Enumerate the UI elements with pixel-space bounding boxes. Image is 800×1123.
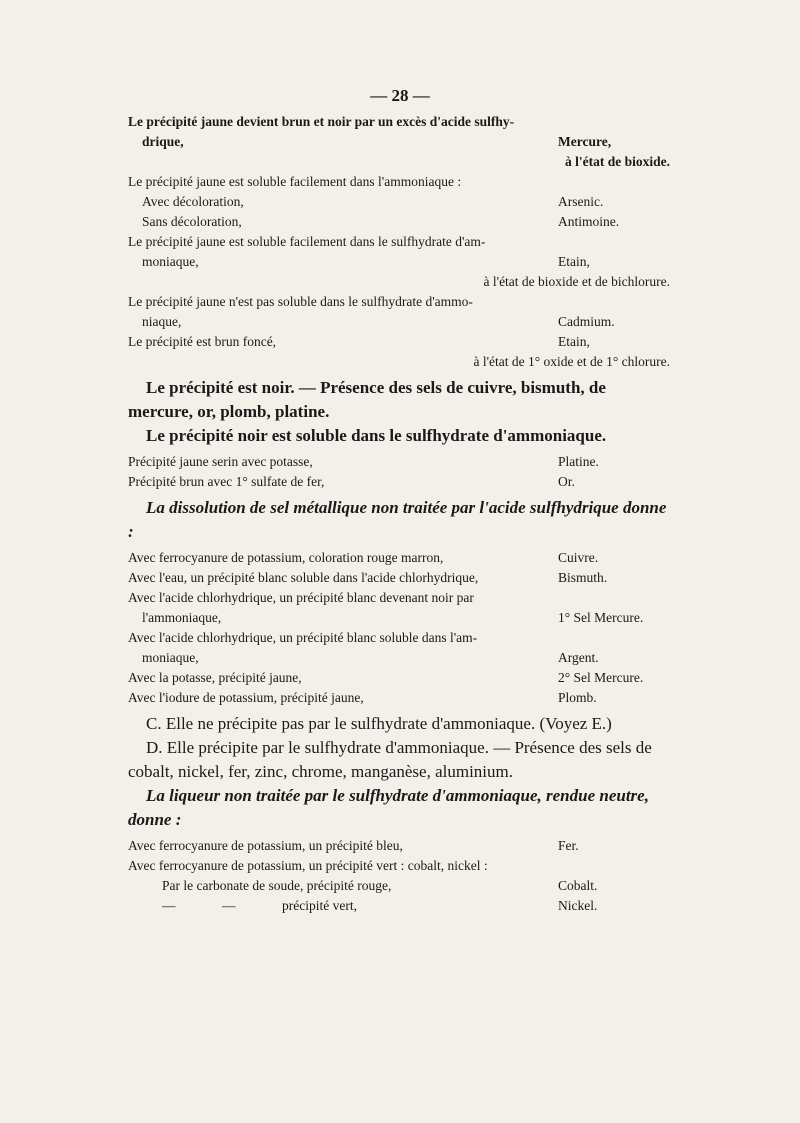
result-label: Cuivre. bbox=[558, 550, 599, 565]
page-number: — 28 — bbox=[370, 86, 430, 105]
text-line: Avec l'iodure de potassium, précipité jaune, bbox=[128, 690, 364, 705]
text-line: moniaque, bbox=[142, 650, 199, 665]
result-label: Platine. bbox=[558, 454, 599, 469]
text-line: Avec ferrocyanure de potassium, coloration rouge marron, bbox=[128, 550, 444, 565]
text-line: Avec l'eau, un précipité blanc soluble dans l'acide chlorhydrique, bbox=[128, 570, 479, 585]
text-line: drique, bbox=[142, 134, 184, 149]
page-content bbox=[128, 112, 670, 916]
section-heading: La dissolution de sel métallique non traitée par l'acide sulfhydrique donne : bbox=[128, 498, 667, 541]
text-line: précipité vert, bbox=[282, 898, 357, 913]
text-line: Le précipité jaune est soluble facilement dans le sulfhydrate d'am- bbox=[128, 234, 486, 249]
result-label: Nickel. bbox=[558, 898, 598, 913]
result-label: Or. bbox=[558, 474, 575, 489]
result-label: Arsenic. bbox=[558, 194, 604, 209]
section-heading: D. Elle précipite par le sulfhydrate d'ammoniaque. — Présence des sels de cobalt, nickel, fer, zinc, chrome, manganèse, aluminium. bbox=[128, 738, 652, 781]
text-line: niaque, bbox=[142, 314, 182, 329]
text-line: Avec ferrocyanure de potassium, un précipité vert : cobalt, nickel : bbox=[128, 858, 488, 873]
result-label: Argent. bbox=[558, 650, 599, 665]
text-line: Le précipité jaune n'est pas soluble dans le sulfhydrate d'ammo- bbox=[128, 294, 473, 309]
section-heading: Le précipité est noir. — Présence des sels de cuivre, bismuth, de mercure, or, plomb, platine. bbox=[128, 378, 606, 421]
text-line: Précipité brun avec 1° sulfate de fer, bbox=[128, 474, 325, 489]
ditto-mark: — bbox=[222, 898, 236, 913]
section-heading: C. Elle ne précipite pas par le sulfhydrate d'ammoniaque. (Voyez E.) bbox=[146, 714, 612, 733]
text-line: l'ammoniaque, bbox=[142, 610, 222, 625]
text-line: Précipité jaune serin avec potasse, bbox=[128, 454, 313, 469]
text-line: Avec l'acide chlorhydrique, un précipité blanc devenant noir par bbox=[128, 590, 474, 605]
result-label: à l'état de 1° oxide et de 1° chlorure. bbox=[473, 354, 670, 369]
ditto-mark: — bbox=[162, 898, 176, 913]
text-line: Le précipité jaune devient brun et noir par un excès d'acide sulfhy- bbox=[128, 114, 515, 129]
text-line: moniaque, bbox=[142, 254, 199, 269]
result-label: Etain, bbox=[558, 254, 590, 269]
text-line: Le précipité jaune est soluble facilement dans l'ammoniaque : bbox=[128, 174, 462, 189]
text-line: Avec l'acide chlorhydrique, un précipité blanc soluble dans l'am- bbox=[128, 630, 478, 645]
result-label: Mercure, bbox=[558, 134, 612, 149]
result-label: 1° Sel Mercure. bbox=[558, 610, 644, 625]
section-heading: La liqueur non traitée par le sulfhydrate d'ammoniaque, rendue neutre, donne : bbox=[128, 786, 649, 829]
text-line: Sans décoloration, bbox=[142, 214, 242, 229]
result-label: Etain, bbox=[558, 334, 590, 349]
result-label: Cadmium. bbox=[558, 314, 615, 329]
result-label: Bismuth. bbox=[558, 570, 608, 585]
result-label: à l'état de bioxide. bbox=[565, 154, 670, 169]
result-label: Antimoine. bbox=[558, 214, 620, 229]
result-label: Plomb. bbox=[558, 690, 597, 705]
text-line: Par le carbonate de soude, précipité rouge, bbox=[162, 878, 392, 893]
section-heading: Le précipité noir est soluble dans le sulfhydrate d'ammoniaque. bbox=[146, 426, 607, 445]
text-line: Avec ferrocyanure de potassium, un précipité bleu, bbox=[128, 838, 403, 853]
text-line: Le précipité est brun foncé, bbox=[128, 334, 277, 349]
result-label: à l'état de bioxide et de bichlorure. bbox=[483, 274, 670, 289]
result-label: 2° Sel Mercure. bbox=[558, 670, 644, 685]
text-line: Avec décoloration, bbox=[142, 194, 244, 209]
result-label: Fer. bbox=[558, 838, 579, 853]
result-label: Cobalt. bbox=[558, 878, 598, 893]
text-line: Avec la potasse, précipité jaune, bbox=[128, 670, 302, 685]
